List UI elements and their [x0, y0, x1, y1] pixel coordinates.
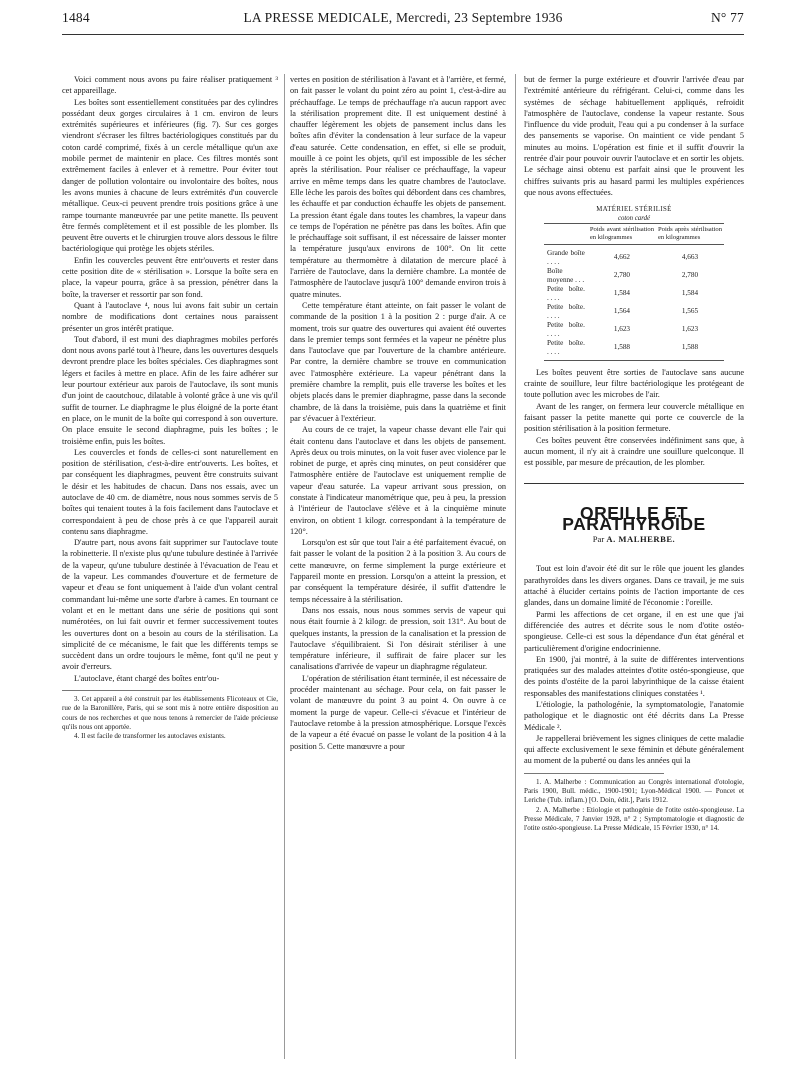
footnote: 4. Il est facile de transformer les autoclaves existants. — [74, 732, 226, 741]
column-3 — [524, 74, 744, 834]
column-divider — [284, 74, 285, 1059]
column-2 — [290, 74, 506, 752]
table-row — [544, 267, 724, 285]
table-cell-before: 2,780 — [613, 271, 631, 280]
table-cell-before: 1,564 — [613, 307, 631, 316]
footnote: 1. A. Malherbe : Communication au Congrès international d'otologie, Paris 1900, Bull. médic., 1900-1901; Lyon-Médical 1900. — Poncet et Leriche (Tub. inflam.) [O. Doin, édit.], Paris 1912. — [524, 777, 744, 805]
table-header-label — [544, 224, 588, 245]
article-separator — [524, 483, 744, 484]
paragraph: D'autre part, nous avons fait supprimer sur l'autoclave toute la robinetterie. Il n'existe plus qu'une tubulure destinée à l'arrivée de la vapeur, qu'une tubulure destinée à l'évacuation de l'eau et de la vapeur. Les commandes d'ouverture et de fermeture de vapeur et d'eau se font uniquement à l'aide d'un volant central commandant lui-même une sorte d'arbre à cames. En tournant ce volant et en le mettant dans une série de positions qui sont numérotées, on lui fait ouvrir et fermer successivement toutes les ouvertures dont on a besoin au cours de la stérilisation. La simplicité de ce mécanisme, le fait que les différents temps se succèdent dans un ordre toujours le même, font qu'il ne peut y avoir d'erreurs. — [62, 538, 278, 672]
paragraph: Lorsqu'on est sûr que tout l'air a été parfaitement évacué, on fait passer le volant de la position 2 à la position 3. Au cours de cette manœuvre, on ferme simplement la purge extérieure et l'appareil monte en pression. Lorsqu'on a atteint la pression, et par conséquent la température désirée, il suffit d'attendre le temps nécessaire à la stérilisation. — [290, 538, 506, 604]
column-1 — [62, 74, 278, 742]
issue-number: N° 77 — [710, 10, 744, 25]
footnote: 2. A. Malherbe : Etiologie et pathogénie de l'otite ostéo-spongieuse. La Presse Médicale, 7 Janvier 1928, n° 2 ; Symptomatologie et diagnostic de l'otite ostéo-spongieuse. La Presse Médicale, 15 Février 1930, n° 14. — [524, 805, 744, 833]
paragraph: Tout est loin d'avoir été dit sur le rôle que jouent les glandes parathyroïdes dans les divers organes. Dans ce travail, je me suis attaché à élucider certains points de l'action importante de ces glandes, dans un domaine limité de l'économie : l'oreille. — [524, 564, 744, 608]
table-row — [544, 339, 724, 361]
paragraph: L'autoclave, étant chargé des boîtes entr'ou- — [74, 673, 220, 683]
table-cell-after: 2,780 — [681, 271, 699, 280]
table-cell-label: Boîte moyenne . . . — [547, 266, 585, 284]
table-cell-label: Petite boîte. . . . . — [544, 339, 588, 361]
table-cell-label: Petite boîte. . . . . — [547, 320, 585, 338]
paragraph: Ces boîtes peuvent être conservées indéfiniment sans que, à aucun moment, il n'y ait à craindre une souillure quelconque. Il est possible, par mesure de précaution, de les plomber. — [524, 435, 744, 468]
paragraph: Les boîtes sont essentiellement constituées par des cylindres possédant deux gorges circulaires à 1 cm. environ de leurs extrémités supérieures et inférieures (fig. 7). Sur ces gorges viendront s'écraser les filtres bactériologiques constitués par du coton cardé comprimé, fixés à un cercle métallique qu'un axe mobile permet de maintenir en place. Ces filtres montés sont extrêmement faciles à enlever et à remettre. Pour éviter tout danger de pollution volontaire ou involontaire des boîtes, nous les avons munies à chacune de leurs extrémités d'un couvercle métallique. Ceux-ci peuvent prendre trois positions grâce à une rampe tournante manœuvrée par une petite manette. Ils peuvent être fermés complètement et il est possible de les plomber. Ils peuvent être ouverts et le chirurgien trouve alors dessous le filtre bactériologique qui protège les objets stériles. — [62, 97, 278, 254]
author-prefix: Par — [592, 534, 605, 545]
table-header-before: Poids avant stérilisation en kilogrammes — [588, 224, 656, 245]
weights-table — [544, 206, 724, 361]
table-row — [544, 303, 724, 321]
paragraph: Dans nos essais, nous nous sommes servis de vapeur qui nous était fournie à 2 kilogr. de pression, soit 131°. Au bout de quelques instants, la pression de la canalisation et la pression de l'autoclave s'équilibraient. Si l'on désirait stériliser à une température inférieure, il suffirait de faire placer sur les canalisations d'arrivée de vapeur un diaphragme régulateur. — [290, 605, 506, 672]
paragraph: Les boîtes peuvent être sorties de l'autoclave sans aucune crainte de souillure, leur filtre bactériologique les protégeant de toute pollution avec les microbes de l'air. — [524, 367, 744, 400]
table-cell-after: 1,584 — [681, 289, 699, 298]
table-caption-title: MATÉRIEL STÉRILISÉ — [596, 206, 672, 214]
column-divider — [515, 74, 516, 1059]
paragraph: Quant à l'autoclave ⁴, nous lui avons fait subir un certain nombre de modifications dont certaines nous paraissent présenter un gros intérêt pratique. — [62, 300, 278, 333]
paragraph: Parmi les affections de cet organe, il en est une que j'ai différenciée des autres et décrite sous le nom d'otite ostéo-spongieuse. Celle-ci est sous la dépendance d'un état général et particulièrement d'origine endocrinienne. — [524, 609, 744, 653]
table-row — [544, 321, 724, 339]
footnote: 3. Cet appareil a été construit par les établissements Flicoteaux et Cie, rue de la Baronillère, Paris, qui se sont mis à notre entière disposition au cours de nos recherches et que nous tenons à remercier de l'aide précieuse qu'ils nous ont apportée. — [62, 695, 278, 731]
table-row — [544, 285, 724, 303]
paragraph: L'opération de stérilisation étant terminée, il est nécessaire de procéder maintenant au séchage. Pour cela, on fait passer le volant de manœuvre du point 3 au point 4. On ouvre à ce moment la purge de vapeur. Celle-ci s'évacue et l'intérieur de l'autoclave retombe à la pression atmosphérique. Lorsque l'excès de la vapeur a été évacué on passe le volant de la position 4 à la position 5. Cette manœuvre a pour — [290, 673, 506, 751]
table-caption — [544, 206, 724, 223]
table-cell-after: 4,663 — [681, 253, 699, 262]
journal-title: LA PRESSE MEDICALE, Mercredi, 23 Septembre 1936 — [243, 10, 563, 25]
table-cell-label: Grande boîte . . . . — [547, 248, 585, 266]
article-title: OREILLE ET PARATHYROÏDE — [562, 502, 706, 534]
table-cell-after: 1,588 — [656, 339, 724, 361]
footnote-separator — [524, 773, 664, 774]
table-caption-sub: coton cardé — [617, 214, 651, 222]
article-author — [524, 534, 744, 545]
author-name: A. MALHERBE. — [606, 534, 676, 545]
paragraph: Enfin les couvercles peuvent être entr'ouverts et rester dans cette position dite de « stérilisation ». Lorsque la boîte sera en place, la vapeur pourra, grâce à sa pression, pénétrer dans la boîte, la traverser et ressortir par son fond. — [62, 255, 278, 299]
paragraph: En 1900, j'ai montré, à la suite de différentes interventions pratiquées sur des malades atteintes d'otite ostéo-spongieuse, que des points d'ostéite de la paroi labyrinthique de la caisse étaient responsables des manifestations cliniques constatées ¹. — [524, 654, 744, 698]
footnote-separator — [62, 690, 202, 691]
table-header-after: Poids après stérilisation en kilogrammes — [656, 224, 724, 245]
paragraph: but de fermer la purge extérieure et d'ouvrir l'arrivée d'eau par l'extrémité antérieure du réfrigérant. Celui-ci, comme dans les systèmes de séchage habituellement appliqués, refroidit l'atmosphère de l'autoclave, condense la vapeur restante. Sous l'influence du vide produit, l'eau qui a pu condenser à la surface des pansements se vaporise. On maintient ce vide pendant 5 minutes au moins. L'opération est finie et il suffit d'ouvrir la rentrée d'air pour pouvoir ouvrir l'autoclave et en sortir les objets. Le séchage ainsi obtenu est parfait ainsi que le prouvent les chiffres suivants pris au hasard parmi les multiples expériences que nous avons effectuées. — [524, 75, 744, 197]
table-cell-label: Petite boîte. . . . . — [547, 284, 585, 302]
paragraph: Cette température étant atteinte, on fait passer le volant de commande de la position 1 à la position 2 : purge d'air. A ce moment, trois sur quatre des ouvertures qui avaient été ouvertes dans le premier temps sont fermées et la vapeur ne pénètre plus dans l'autoclave que par l'ouverture de la chambre antérieure. Par contre, la dernière chambre se trouve en communication avec l'atmosphère extérieure. La vapeur pénétrant dans la première chambre la remplit, puis elle traverse les boîtes et les objets placés dans le premier diaphragme, passe dans la seconde chambre, de là dans la troisième, puis dans la quatrième et finit par s'évacuer à l'extérieur. — [290, 300, 506, 423]
table-cell-before: 1,588 — [588, 339, 656, 361]
paragraph: vertes en position de stérilisation à l'avant et à l'arrière, et fermé, on fait passer le volant du point zéro au point 1, c'est-à-dire au préchauffage. Le temps de préchauffage n'a aucun rapport avec la stérilisation proprement dite. Il est uniquement destiné à chauffer légèrement les objets de pansement inclus dans les boîtes afin d'éviter la condensation à leur surface de la vapeur d'eau saturée. Cette condensation, en effet, si elle se produit, mouille à ce point les objets, qu'il est impossible de les sécher après la stérilisation. Pour réaliser ce préchauffage, la vapeur arrive en même temps dans les quatre chambres de l'autoclave. Elle lèche les parois des boîtes qui débordent dans ces chambres, les échauffe et par conduction échauffe les objets de pansement. La pression étant égale dans toutes les chambres, la vapeur dans ce temps de l'opération ne pénètre pas dans les boîtes. Afin que le préchauffage soit suffisant, il est nécessaire de laisser monter la température jusqu'aux environs de 100°. On lit cette température au thermomètre à dilatation de mercure placé à l'arrière de l'autoclave, dans la dernière chambre. La montée de l'atmosphère de l'autoclave jusqu'à 100° demande environ trois à quatre minutes. — [290, 75, 506, 299]
table-cell-after: 1,623 — [681, 325, 699, 334]
table-cell-label: Petite boîte. . . . . — [547, 302, 585, 320]
paragraph: Avant de les ranger, on fermera leur couvercle métallique en faisant passer la petite manette qui porte ce couvercle de la position stérilisation à la position fermeture. — [524, 401, 744, 434]
table-cell-before: 4,662 — [613, 253, 631, 262]
paragraph: Tout d'abord, il est muni des diaphragmes mobiles perforés dont nous avons parlé tout à l'heure, dans les ouvertures desquels devront prendre place les boîtes spéciales. Ces diaphragmes sont légers et faciles à mettre en place. Afin de les faire adhérer sur leur pourtour extérieur aux parois de l'autoclave, ils sont munis d'un joint de caoutchouc, dilatable à volonté grâce à une vis qu'il suffit de tourner. Le diaphragme le plus éloigné de la porte étant en place, on le munit de la boîte qui correspond à son ouverture. On place ensuite le second diaphragme, puis les boîtes ; le troisième enfin, puis les boîtes. — [62, 334, 279, 446]
header-rule — [62, 34, 744, 35]
paragraph: Voici comment nous avons pu faire réaliser pratiquement ³ cet appareillage. — [62, 75, 278, 96]
table-cell-before: 1,623 — [613, 325, 631, 334]
paragraph: Au cours de ce trajet, la vapeur chasse devant elle l'air qui était contenu dans l'autoclave et dans les objets de pansement. Après deux ou trois minutes, on la voit fuser avec violence par le robinet de purge, et après cinq minutes, on peut considérer que l'atmosphère entière de l'autoclave est uniquement remplie de vapeur d'eau saturée. La vapeur arrivant sous pression, on constate à l'indicateur manométrique que, peu à peu, la pression à l'intérieur de l'autoclave s'élève et à la cinquième minute environ, on obtient 1 kilogr. correspondant à la température de 120°. — [290, 425, 506, 536]
paragraph: L'étiologie, la pathologénie, la symptomatologie, l'anatomie pathologique et le diagnostic ont été décrits dans La Presse Médicale ². — [524, 699, 744, 732]
paragraph: Je rappellerai brièvement les signes cliniques de cette maladie qui affecte exclusivement le sexe féminin et débute généralement au moment de la puberté ou dans les années qui la — [524, 733, 744, 766]
page-header — [62, 10, 744, 30]
page-number: 1484 — [62, 10, 90, 25]
table-row — [544, 244, 724, 267]
paragraph: Les couvercles et fonds de celles-ci sont naturellement en position de stérilisation, c'est-à-dire entr'ouverts. Les boîtes, et par conséquent les diaphragmes, peuvent être construits suivant le désir et les habitudes de chacun. Dans nos essais, avec un autoclave de 40 cm. de diamètre, nous nous sommes servis de 5 boîtes qui tenaient toutes à la fois facilement dans l'autoclave et correspondaient à peu de chose près à ce que l'appareil aurait contenu sans diaphragme. — [62, 447, 278, 536]
table-cell-after: 1,565 — [681, 307, 699, 316]
table-cell-before: 1,584 — [613, 289, 631, 298]
